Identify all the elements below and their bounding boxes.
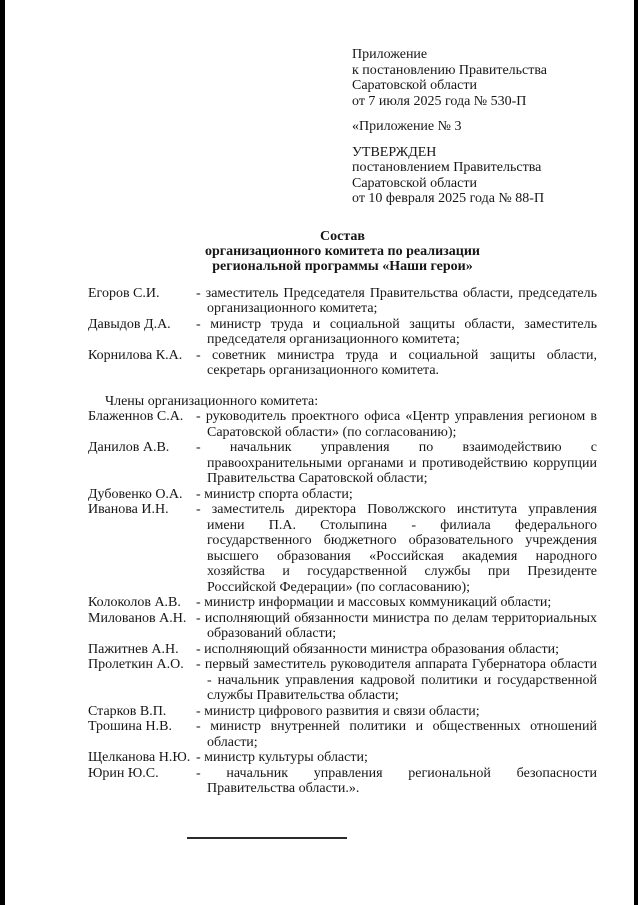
member-role: - исполняющий обязанности министра образования области; [196, 641, 560, 657]
roster-row [88, 317, 597, 348]
signature-rule [187, 837, 347, 839]
approval-block [352, 145, 635, 207]
annex-reference-line: от 7 июля 2025 года № 530-П [352, 93, 527, 109]
member-role: - заместитель директора Поволжского института управления имени П.А. Столыпина - филиала федерального государственного бюджетного образовательного учреждения высшего образования «Российская академия народного хозяйства и государственной службы при Президенте Российской Федерации» (по согласованию); [196, 502, 597, 595]
approval-line: УТВЕРЖДЕН [352, 144, 437, 160]
member-name: Милованов А.Н. [88, 610, 187, 626]
member-role: - руководитель проектного офиса «Центр управления регионом в Саратовской области» (по согласованию); [196, 409, 597, 440]
roster-row [88, 286, 597, 317]
member-role: - министр внутренней политики и общественных отношений области; [196, 719, 597, 750]
roster-row [88, 657, 597, 704]
member-role: - советник министра труда и социальной защиты области, секретарь организационного комитета. [196, 347, 597, 378]
member-role: - министр информации и массовых коммуникаций области; [196, 595, 552, 610]
roster-row [88, 502, 597, 595]
members-heading: Члены организационного комитета: [105, 393, 319, 409]
member-role: - заместитель Председателя Правительства области, председатель организационного комитета; [196, 285, 597, 316]
approval-line: от 10 февраля 2025 года № 88-П [352, 191, 545, 206]
annex-reference-block [352, 0, 635, 109]
roster-row [88, 409, 597, 440]
member-name: Пролеткин А.О. [88, 657, 184, 672]
annex-reference-line: Приложение [352, 47, 428, 62]
document-title-line: Состав [320, 228, 365, 244]
member-role: - первый заместитель руководителя аппарата Губернатора области - начальник управления кадровой политики и государственной службы Правительства области; [196, 657, 597, 703]
annex-number-line: «Приложение № 3 [352, 119, 462, 134]
roster-row [88, 750, 597, 766]
roster-row [88, 487, 597, 503]
approval-line: постановлением Правительства [352, 160, 542, 175]
member-role: - исполняющий обязанности министра по делам территориальных образований области; [196, 610, 597, 641]
member-name: Блаженнов С.А. [88, 409, 184, 424]
roster-row [88, 642, 597, 658]
member-name: Егоров С.И. [88, 285, 160, 301]
member-name: Дубовенко О.А. [88, 486, 183, 502]
document-page [5, 0, 635, 905]
document-title [88, 229, 597, 274]
member-name: Пажитнев А.Н. [88, 641, 179, 657]
approval-line: Саратовской области [352, 175, 477, 191]
leadership-roster [88, 286, 597, 379]
member-name: Давыдов Д.А. [88, 316, 171, 332]
roster-row [88, 440, 597, 487]
roster-row [88, 611, 597, 642]
member-role: - министр культуры области; [196, 750, 368, 765]
document-title-line: региональной программы «Наши герои» [212, 258, 473, 274]
roster-row [88, 348, 597, 379]
member-name: Трошина Н.В. [88, 719, 172, 734]
member-role: - начальник управления по взаимодействию с правоохранительными органами и противодействию коррупции Правительства Саратовской области; [196, 440, 597, 486]
member-role: - министр цифрового развития и связи области; [196, 703, 480, 719]
member-name: Иванова И.Н. [88, 502, 169, 517]
member-role: - министр труда и социальной защиты области, заместитель председателя организационного комитета; [196, 316, 597, 347]
member-name: Данилов А.В. [88, 440, 170, 455]
roster-row [88, 766, 597, 797]
member-name: Корнилова К.А. [88, 347, 183, 363]
member-name: Щелканова Н.Ю. [88, 750, 191, 765]
annex-reference-line: к постановлению Правительства [352, 62, 548, 78]
member-role: - начальник управления региональной безопасности Правительства области.». [196, 765, 597, 796]
member-name: Колоколов А.В. [88, 595, 181, 610]
member-role: - министр спорта области; [196, 486, 353, 502]
document-title-line: организационного комитета по реализации [205, 243, 480, 259]
annex-reference-line: Саратовской области [352, 78, 477, 93]
members-roster [88, 409, 597, 797]
member-name: Юрин Ю.С. [88, 765, 159, 781]
member-name: Старков В.П. [88, 703, 167, 719]
roster-row [88, 595, 597, 611]
roster-row [88, 719, 597, 750]
roster-row [88, 704, 597, 720]
